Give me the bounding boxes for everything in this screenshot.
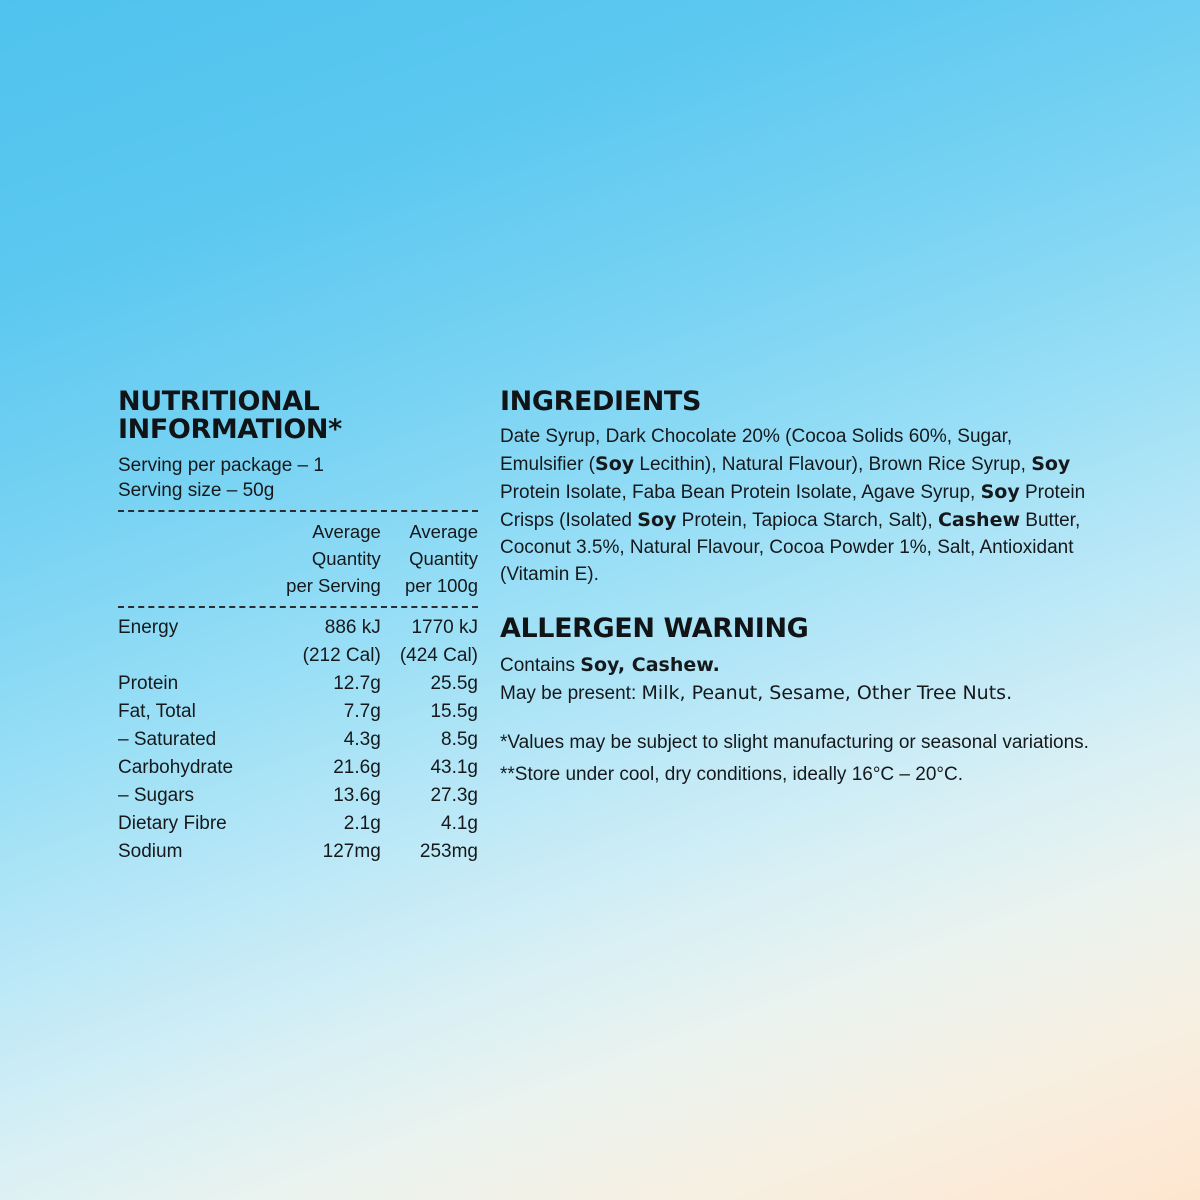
- ingredient-text-run: Protein Crisps (Isolated: [500, 482, 1086, 532]
- allergen-contains-list: Soy, Cashew.: [580, 653, 720, 676]
- table-row: [118, 698, 478, 726]
- serving-per-package: Serving per package – 1: [118, 454, 324, 476]
- nutrient-per-100g: 8.5g: [441, 729, 478, 751]
- nutrient-label: – Saturated: [118, 729, 217, 751]
- nutrition-header-col2-line1: Average Quantity: [409, 520, 478, 570]
- table-row: [118, 614, 478, 642]
- nutrition-title: NUTRITIONAL INFORMATION*: [118, 386, 342, 446]
- nutrient-label: [118, 642, 284, 670]
- nutrition-header-col2-line2: per 100g: [404, 575, 478, 597]
- allergen-highlight: Soy: [980, 481, 1020, 504]
- ingredient-text-run: Protein, Tapioca Starch, Salt),: [676, 510, 938, 532]
- allergen-highlight: Soy: [595, 453, 635, 476]
- notes-block: [500, 730, 1100, 789]
- nutrient-per-100g: 253mg: [419, 840, 478, 862]
- nutrient-label: Sodium: [118, 840, 183, 862]
- allergen-text: [500, 652, 1100, 709]
- nutrition-header-row-2: [118, 572, 478, 599]
- label-columns: [118, 388, 1108, 866]
- allergen-highlight: Cashew: [937, 509, 1021, 532]
- nutrient-per-serving: 127mg: [322, 840, 381, 862]
- nutrient-label: – Sugars: [118, 784, 195, 806]
- ingredients-text: [500, 424, 1100, 589]
- nutrient-per-serving: 2.1g: [343, 812, 381, 834]
- nutrient-label: Dietary Fibre: [118, 812, 227, 834]
- nutrition-header-row: [118, 518, 478, 572]
- allergen-contains-line: [500, 652, 1100, 680]
- label-panel: [118, 388, 1108, 866]
- ingredients-title: INGREDIENTS: [500, 386, 702, 417]
- ingredient-text-run: Butter, Coconut 3.5%, Natural Flavour, Cocoa Powder 1%, Salt, Antioxidant (Vitamin E).: [500, 510, 1081, 586]
- nutrient-per-serving: 21.6g: [333, 757, 381, 779]
- table-row: [118, 782, 478, 810]
- allergen-highlight: Soy: [637, 509, 677, 532]
- table-row: [118, 838, 478, 866]
- table-row: [118, 642, 478, 670]
- note-storage: **Store under cool, dry conditions, ideally 16°C – 20°C.: [500, 764, 964, 786]
- nutrition-header-col1-line1: Average Quantity: [311, 520, 381, 570]
- table-row: [118, 670, 478, 698]
- ingredient-text-run: Protein Isolate, Faba Bean Protein Isolate, Agave Syrup,: [500, 482, 981, 504]
- nutrition-header-col1-line2: per Serving: [286, 575, 381, 597]
- nutrient-per-100g: 4.1g: [441, 812, 478, 834]
- nutrient-per-100g: 1770 kJ: [411, 617, 478, 639]
- table-row: [118, 754, 478, 782]
- table-row: [118, 810, 478, 838]
- ingredient-text-run: Date Syrup, Dark Chocolate 20% (Cocoa Solids 60%, Sugar, Emulsifier (: [500, 426, 1013, 476]
- allergen-may-prefix: May be present:: [500, 683, 642, 705]
- nutrient-per-100g: 43.1g: [430, 757, 478, 779]
- nutrition-header-label: [118, 518, 284, 572]
- nutrient-label: Fat, Total: [118, 701, 196, 723]
- nutrition-header-label-2: [118, 572, 284, 599]
- nutrition-table: [118, 614, 478, 865]
- nutrition-header-table: [118, 518, 478, 600]
- nutrient-per-serving: 4.3g: [343, 729, 381, 751]
- serving-size: Serving size – 50g: [118, 479, 275, 501]
- nutrient-label: Energy: [118, 617, 179, 639]
- nutrient-per-100g: 25.5g: [430, 673, 478, 695]
- divider-top: [118, 510, 478, 512]
- nutrient-per-serving: 7.7g: [343, 701, 381, 723]
- table-row: [118, 726, 478, 754]
- nutrient-per-serving: 12.7g: [333, 673, 381, 695]
- ingredients-panel: [500, 388, 1100, 794]
- nutrient-per-serving: 13.6g: [333, 784, 381, 806]
- ingredient-text-run: Lecithin), Natural Flavour), Brown Rice Syrup,: [634, 454, 1032, 476]
- allergen-contains-prefix: Contains: [500, 654, 581, 676]
- nutrient-per-100g: (424 Cal): [399, 645, 478, 667]
- nutrient-per-100g: 15.5g: [430, 701, 478, 723]
- allergen-title: ALLERGEN WARNING: [500, 613, 809, 645]
- nutrient-label: Protein: [118, 673, 179, 695]
- divider-bottom: [118, 606, 478, 608]
- nutrient-per-serving: (212 Cal): [302, 645, 381, 667]
- allergen-may-line: [500, 680, 1100, 708]
- nutrient-per-100g: 27.3g: [430, 784, 478, 806]
- allergen-highlight: Soy: [1031, 453, 1071, 476]
- allergen-may-list: Milk, Peanut, Sesame, Other Tree Nuts.: [641, 682, 1013, 705]
- nutrient-per-serving: 886 kJ: [324, 617, 381, 639]
- nutrition-panel: [118, 388, 478, 866]
- note-values: *Values may be subject to slight manufacturing or seasonal variations.: [500, 732, 1089, 754]
- nutrient-label: Carbohydrate: [118, 757, 234, 779]
